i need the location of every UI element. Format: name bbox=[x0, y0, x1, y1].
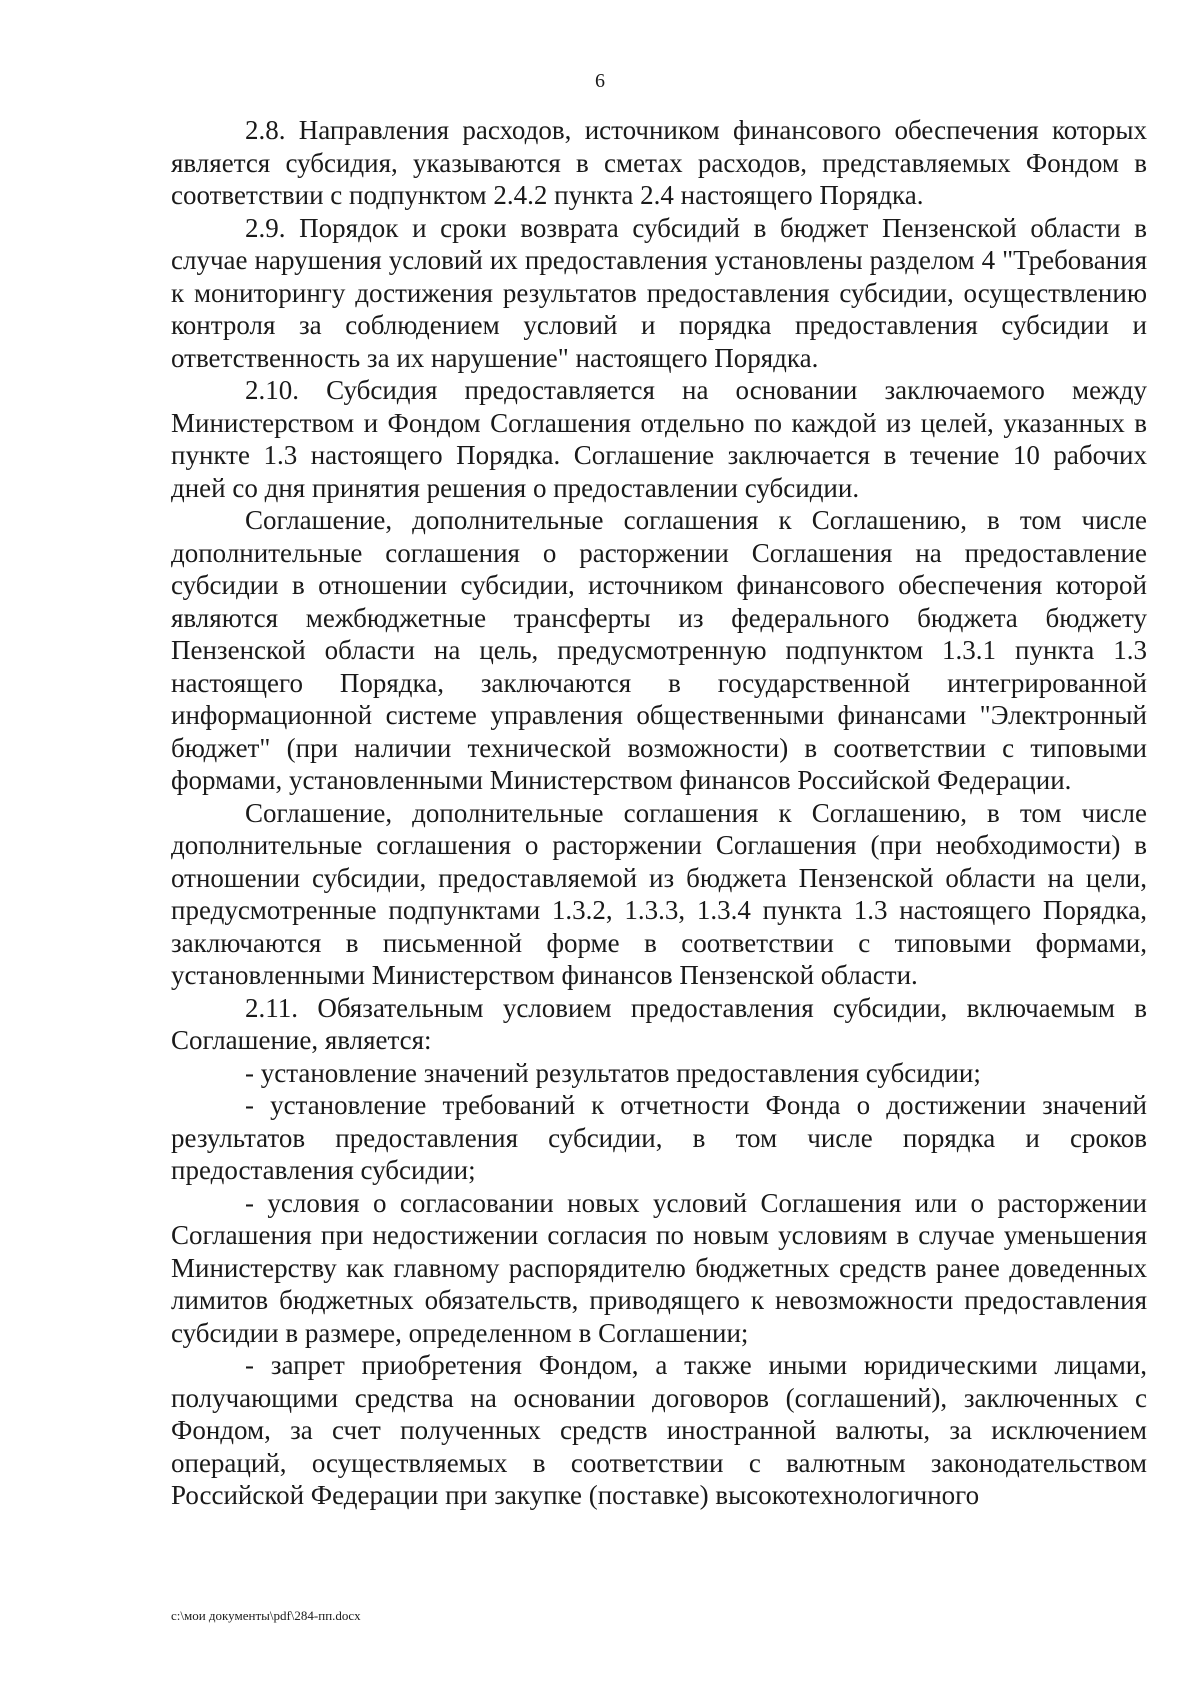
paragraph-agreement-regional: Соглашение, дополнительные соглашения к Соглашению, в том числе дополнительные соглашения о расторжении Соглашения (при необходимости) в отношении субсидии, предоставляемой из бюджета Пензенской области на цели, предусмотренные подпунктами 1.3.2, 1.3.3, 1.3.4 пункта 1.3 настоящего Порядка, заключаются в письменной форме в соответствии с типовыми формами, установленными Министерством финансов Пензенской области. bbox=[171, 797, 1147, 990]
document-body bbox=[171, 114, 1147, 1512]
paragraph-2-10: 2.10. Субсидия предоставляется на основании заключаемого между Министерством и Фондом Соглашения отдельно по каждой из целей, указанных в пункте 1.3 настоящего Порядка. Соглашение заключается в течение 10 рабочих дней со дня принятия решения о предоставлении субсидии. bbox=[171, 375, 1147, 503]
list-item-reporting: - установление требований к отчетности Фонда о достижении значений результатов предоставления субсидии, в том числе порядка и сроков предоставления субсидии; bbox=[171, 1090, 1147, 1185]
paragraph-2-8: 2.8. Направления расходов, источником финансового обеспечения которых является субсидия, указываются в сметах расходов, представляемых Фондом в соответствии с подпунктом 2.4.2 пункта 2.4 настоящего Порядка. bbox=[171, 115, 1147, 210]
list-item-conditions: - условия о согласовании новых условий Соглашения или о расторжении Соглашения при недостижении согласия по новым условиям в случае уменьшения Министерству как главному распорядителю бюджетных средств ранее доведенных лимитов бюджетных обязательств, приводящего к невозможности предоставления субсидии в размере, определенном в Соглашении; bbox=[171, 1187, 1147, 1348]
list-item-currency-ban: - запрет приобретения Фондом, а также иными юридическими лицами, получающими средства на основании договоров (соглашений), заключенных с Фондом, за счет полученных средств иностранной валюты, за исключением операций, осуществляемых в соответствии с валютным законодательством Российской Федерации при закупке (поставке) высокотехнологичного bbox=[171, 1350, 1147, 1510]
paragraph-agreement-federal: Соглашение, дополнительные соглашения к Соглашению, в том числе дополнительные соглашения о расторжении Соглашения на предоставление субсидии в отношении субсидии, источником финансового обеспечения которой являются межбюджетные трансферты из федерального бюджета бюджету Пензенской области на цель, предусмотренную подпунктом 1.3.1 пункта 1.3 настоящего Порядка, заключаются в государственной интегрированной информационной системе управления общественными финансами "Электронный бюджет" (при наличии технической возможности) в соответствии с типовыми формами, установленными Министерством финансов Российской Федерации. bbox=[171, 505, 1147, 795]
paragraph-2-9: 2.9. Порядок и сроки возврата субсидий в бюджет Пензенской области в случае нарушения условий их предоставления установлены разделом 4 "Требования к мониторингу достижения результатов предоставления субсидии, осуществлению контроля за соблюдением условий и порядка предоставления субсидии и ответственность за их нарушение" настоящего Порядка. bbox=[171, 212, 1147, 373]
list-item-results: - установление значений результатов предоставления субсидии; bbox=[245, 1057, 981, 1088]
footer-file-path: c:\мои документы\pdf\284-пп.docx bbox=[171, 1608, 361, 1623]
page-number: 6 bbox=[595, 70, 605, 92]
paragraph-2-11: 2.11. Обязательным условием предоставления субсидии, включаемым в Соглашение, является: bbox=[171, 992, 1147, 1055]
